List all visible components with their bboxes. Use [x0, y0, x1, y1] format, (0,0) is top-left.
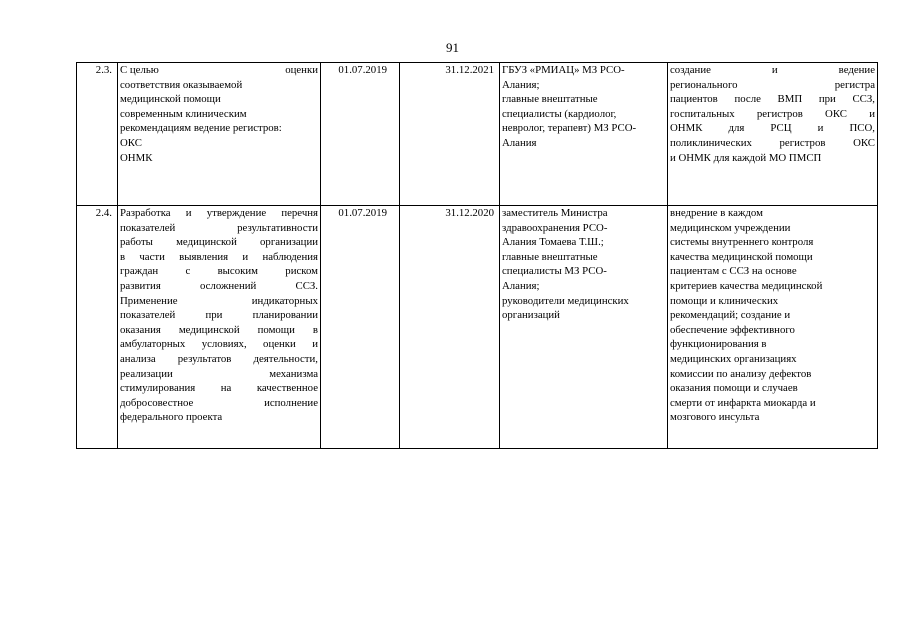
start-date: 01.07.2019: [321, 206, 400, 449]
responsible-line: Алания Томаева Т.Ш.;: [502, 236, 604, 249]
description-line: [120, 63, 318, 78]
description-line: Разработка и утверждение перечня: [120, 207, 318, 219]
responsible-line: заместитель Министра: [502, 207, 608, 219]
description-line: в части выявления и наблюдения: [120, 250, 318, 263]
result-line: поликлинических регистров ОКС: [670, 136, 875, 149]
start-date: 01.07.2019: [321, 63, 400, 206]
table-row-2-4: [77, 206, 878, 449]
end-date: 31.12.2021: [400, 63, 500, 206]
responsible-line: Алания;: [502, 279, 540, 292]
result-line: комиссии по анализу дефектов: [670, 367, 812, 380]
responsible-line: специалисты (кардиолог,: [502, 107, 617, 120]
result-line: создание и ведение: [670, 64, 875, 76]
result-line: внедрение в каждом: [670, 207, 763, 219]
result-line: пациентов после ВМП при ССЗ,: [670, 93, 875, 106]
responsible-line: главные внештатные: [502, 250, 598, 263]
description-line: добросовестное исполнение: [120, 396, 318, 409]
description-line: Применение индикаторных: [120, 294, 318, 307]
result-line: и ОНМК для каждой МО ПМСП: [670, 151, 822, 164]
responsible-line: Алания: [502, 136, 537, 149]
result-line: качества медицинской помощи: [670, 250, 813, 263]
description-line: медицинской помощи: [120, 93, 221, 106]
result-line: системы внутреннего контроля: [670, 236, 814, 249]
page-number: 91: [446, 40, 459, 55]
description-line: соответствия оказываемой: [120, 78, 243, 91]
description-line: рекомендациям ведение регистров:: [120, 122, 282, 135]
description-line: стимулирования на качественное: [120, 382, 318, 395]
description-word: С целью: [120, 64, 159, 76]
description-line: ОКС: [120, 136, 142, 149]
table-row-2-3: [77, 63, 878, 206]
expected-result: [668, 206, 878, 449]
result-line: обеспечение эффективного: [670, 323, 795, 336]
row-number: 2.4.: [77, 206, 118, 449]
description-line: работы медицинской организации: [120, 236, 318, 249]
result-line: ОНМК для РСЦ и ПСО,: [670, 122, 875, 135]
responsible-line: руководители медицинских: [502, 294, 629, 307]
activity-plan-table: [76, 62, 878, 449]
responsible-parties: [500, 206, 668, 449]
result-line: рекомендаций; создание и: [670, 309, 791, 322]
responsible-line: главные внештатные: [502, 93, 598, 106]
result-line: мозгового инсульта: [670, 411, 760, 424]
expected-result: [668, 63, 878, 206]
end-date: 31.12.2020: [400, 206, 500, 449]
activity-description: [118, 206, 321, 449]
row-number: 2.3.: [77, 63, 118, 206]
responsible-line: невролог, терапевт) МЗ РСО-: [502, 122, 637, 135]
result-line: критериев качества медицинской: [670, 279, 823, 292]
description-line: реализации механизма: [120, 367, 318, 380]
description-word: оценки: [285, 64, 318, 76]
description-line: амбулаторных условиях, оценки и: [120, 338, 318, 351]
result-line: пациентам с ССЗ на основе: [670, 265, 797, 278]
description-line: федерального проекта: [120, 411, 223, 424]
description-line: показателей результативности: [120, 221, 318, 234]
responsible-line: организаций: [502, 309, 560, 322]
responsible-line: специалисты МЗ РСО-: [502, 265, 607, 278]
result-line: медицинских организациях: [670, 352, 797, 365]
description-line: граждан с высоким риском: [120, 265, 318, 278]
description-line: развития осложнений ССЗ.: [120, 279, 318, 292]
activity-description: [118, 63, 321, 206]
description-line: анализа результатов деятельности,: [120, 352, 318, 365]
responsible-line: ГБУЗ «РМИАЦ» МЗ РСО-: [502, 64, 625, 76]
result-line: смерти от инфаркта миокарда и: [670, 396, 816, 409]
result-line: помощи и клинических: [670, 294, 779, 307]
description-line: ОНМК: [120, 151, 153, 164]
result-line: госпитальных регистров ОКС и: [670, 107, 875, 120]
result-line: регионального регистра: [670, 78, 875, 91]
responsible-parties: [500, 63, 668, 206]
responsible-line: здравоохранения РСО-: [502, 221, 608, 234]
description-line: современным клиническим: [120, 107, 247, 120]
responsible-line: Алания;: [502, 78, 540, 91]
result-line: функционирования в: [670, 338, 767, 351]
result-line: оказания помощи и случаев: [670, 382, 798, 395]
description-line: оказания медицинской помощи в: [120, 323, 318, 336]
description-line: показателей при планировании: [120, 309, 318, 322]
result-line: медицинском учреждении: [670, 221, 791, 234]
